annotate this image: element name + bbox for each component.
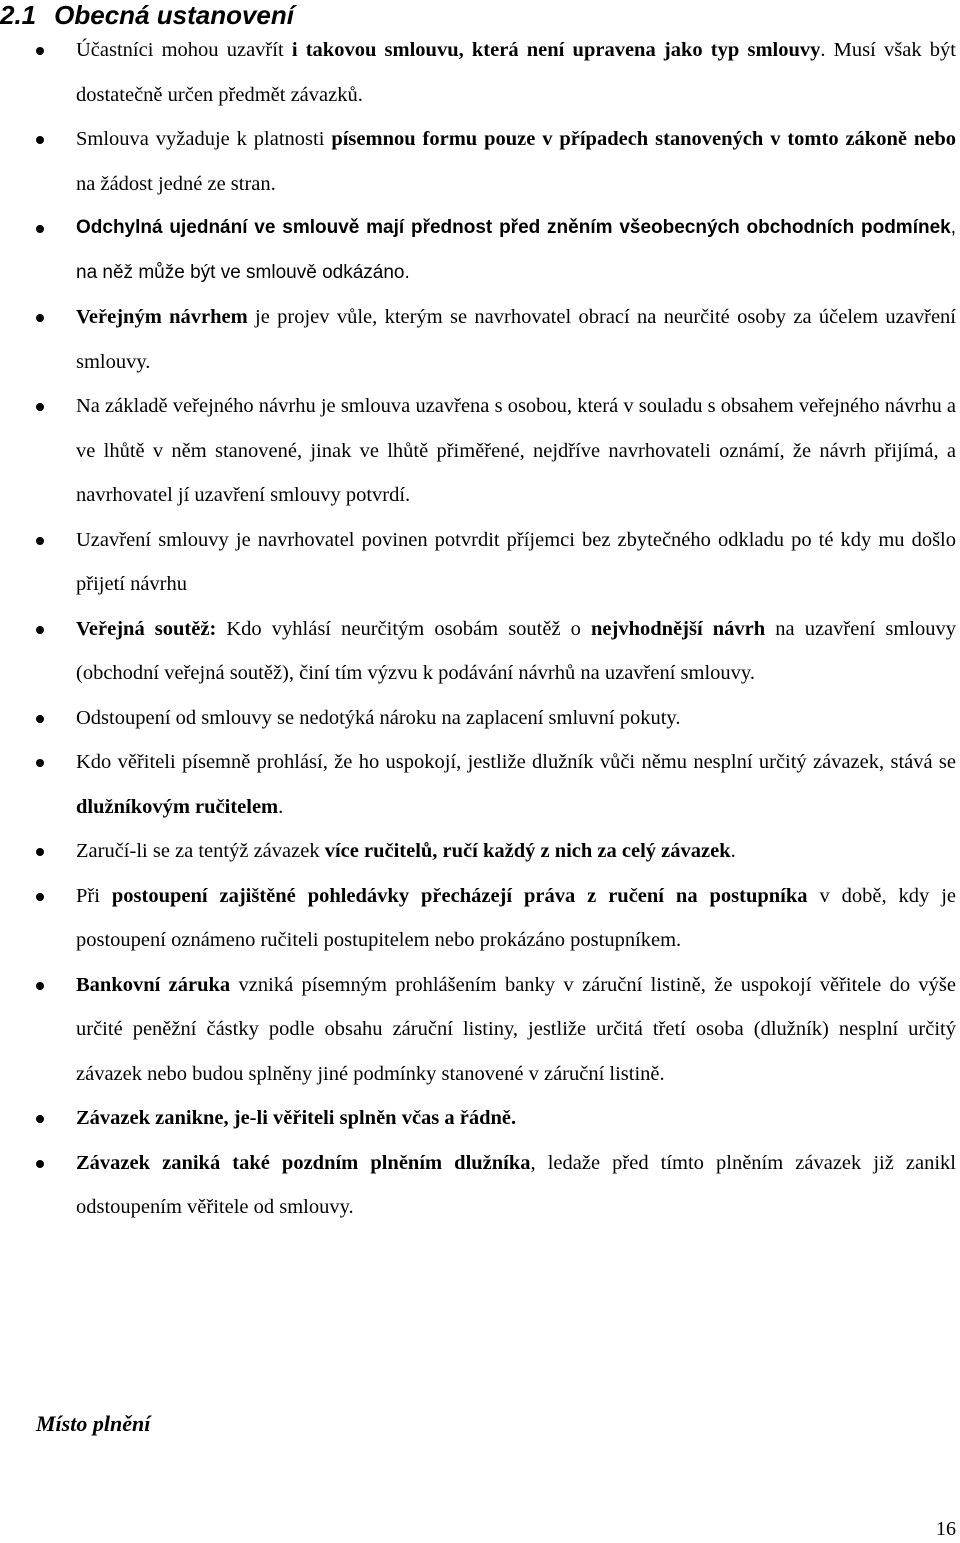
text-segment: . [278,795,284,818]
text-segment: Kdo věřiteli písemně prohlásí, že ho uspokojí, jestliže dlužník vůči němu nesplní určitý závazek, stává se [76,751,956,773]
list-item [0,28,960,117]
list-item [0,829,960,874]
bold-text: dlužníkovým ručitelem [76,795,279,818]
bold-text: nejvhodnější návrh [591,617,766,640]
list-item [0,117,960,206]
section-number: 2.1 [0,0,37,30]
bold-text: Závazek zaniká také pozdním plněním dlužníka [76,1151,531,1174]
section-title: Obecná ustanovení [54,0,294,30]
text-segment: Kdo vyhlásí neurčitým osobám soutěž o [216,617,592,640]
bold-text: Bankovní záruka [76,973,231,996]
bullet-list [0,28,960,1230]
text-segment: . [730,840,736,862]
text-segment: v době, kdy je postoupení oznámeno ručiteli postupitelem nebo prokázáno postupníkem. [76,884,956,951]
list-item [0,740,960,829]
bold-text: více ručitelů, ručí každý z nich za celý závazek [324,840,731,862]
text-segment: Zaručí-li se za tentýž závazek [76,840,325,862]
bold-text: Závazek zanikne, je-li věřiteli splněn včas a řádně. [76,1107,517,1129]
section-heading [0,0,294,30]
list-item [0,607,960,696]
bold-text: písemnou formu pouze v případech stanovených v tomto zákoně nebo [331,128,957,150]
text-segment: Odstoupení od smlouvy se nedotýká nároku na zaplacení smluvní pokuty. [76,706,681,729]
text-segment: Při [76,884,112,907]
list-item [0,518,960,607]
text-segment: , na něž může být ve smlouvě odkázáno. [76,217,956,283]
bold-text: postoupení zajištěné pohledávky přecházejí práva z ručení na postupníka [111,884,808,907]
text-segment: je projev vůle, kterým se navrhovatel obrací na neurčité osoby za účelem uzavření smlouvy. [76,306,956,373]
bold-text: i takovou smlouvu, která není upravena jako typ smlouvy [291,39,821,61]
list-item [0,963,960,1097]
text-segment: Uzavření smlouvy je navrhovatel povinen potvrdit příjemci bez zbytečného odkladu po té kdy mu došlo přijetí návrhu [76,528,956,595]
page-number: 16 [936,1518,956,1540]
list-item [0,295,960,384]
text-segment: . Musí však být dostatečně určen předmět závazků. [76,39,956,106]
list-item [0,874,960,963]
list-item [0,384,960,518]
text-segment: , ledaže před tímto plněním závazek již zanikl odstoupením věřitele od smlouvy. [76,1151,957,1218]
list-item [0,1096,960,1141]
list-item [0,206,960,295]
text-segment: na uzavření smlouvy (obchodní veřejná soutěž), činí tím výzvu k podávání návrhů na uzavření smlouvy. [76,617,956,684]
list-item [0,696,960,741]
bold-text: Veřejným návrhem [76,306,248,328]
list-item [0,1141,960,1230]
text-segment: Smlouva vyžaduje k platnosti [76,128,332,150]
subheading: Místo plnění [36,1411,151,1436]
text-segment: vzniká písemným prohlášením banky v záruční listině, že uspokojí věřitele do výše určité peněžní částky podle obsahu záruční listiny, jestliže určitá třetí osoba (dlužník) nesplní určitý závazek nebo budou splněny jiné podmínky stanovené v záruční listině. [76,973,956,1085]
text-segment: Na základě veřejného návrhu je smlouva uzavřena s osobou, která v souladu s obsahem veřejného návrhu a ve lhůtě v něm stanovené, jinak ve lhůtě přiměřené, nejdříve navrhovateli oznámí, že návrh přijímá, a navrhovatel jí uzavření smlouvy potvrdí. [76,395,956,506]
bold-text: Veřejná soutěž: [76,617,217,640]
bold-text: Odchylná ujednání ve smlouvě mají přednost před zněním všeobecných obchodních podmínek [76,217,951,238]
text-segment: na žádost jedné ze stran. [76,172,276,195]
text-segment: Účastníci mohou uzavřít [76,39,292,61]
